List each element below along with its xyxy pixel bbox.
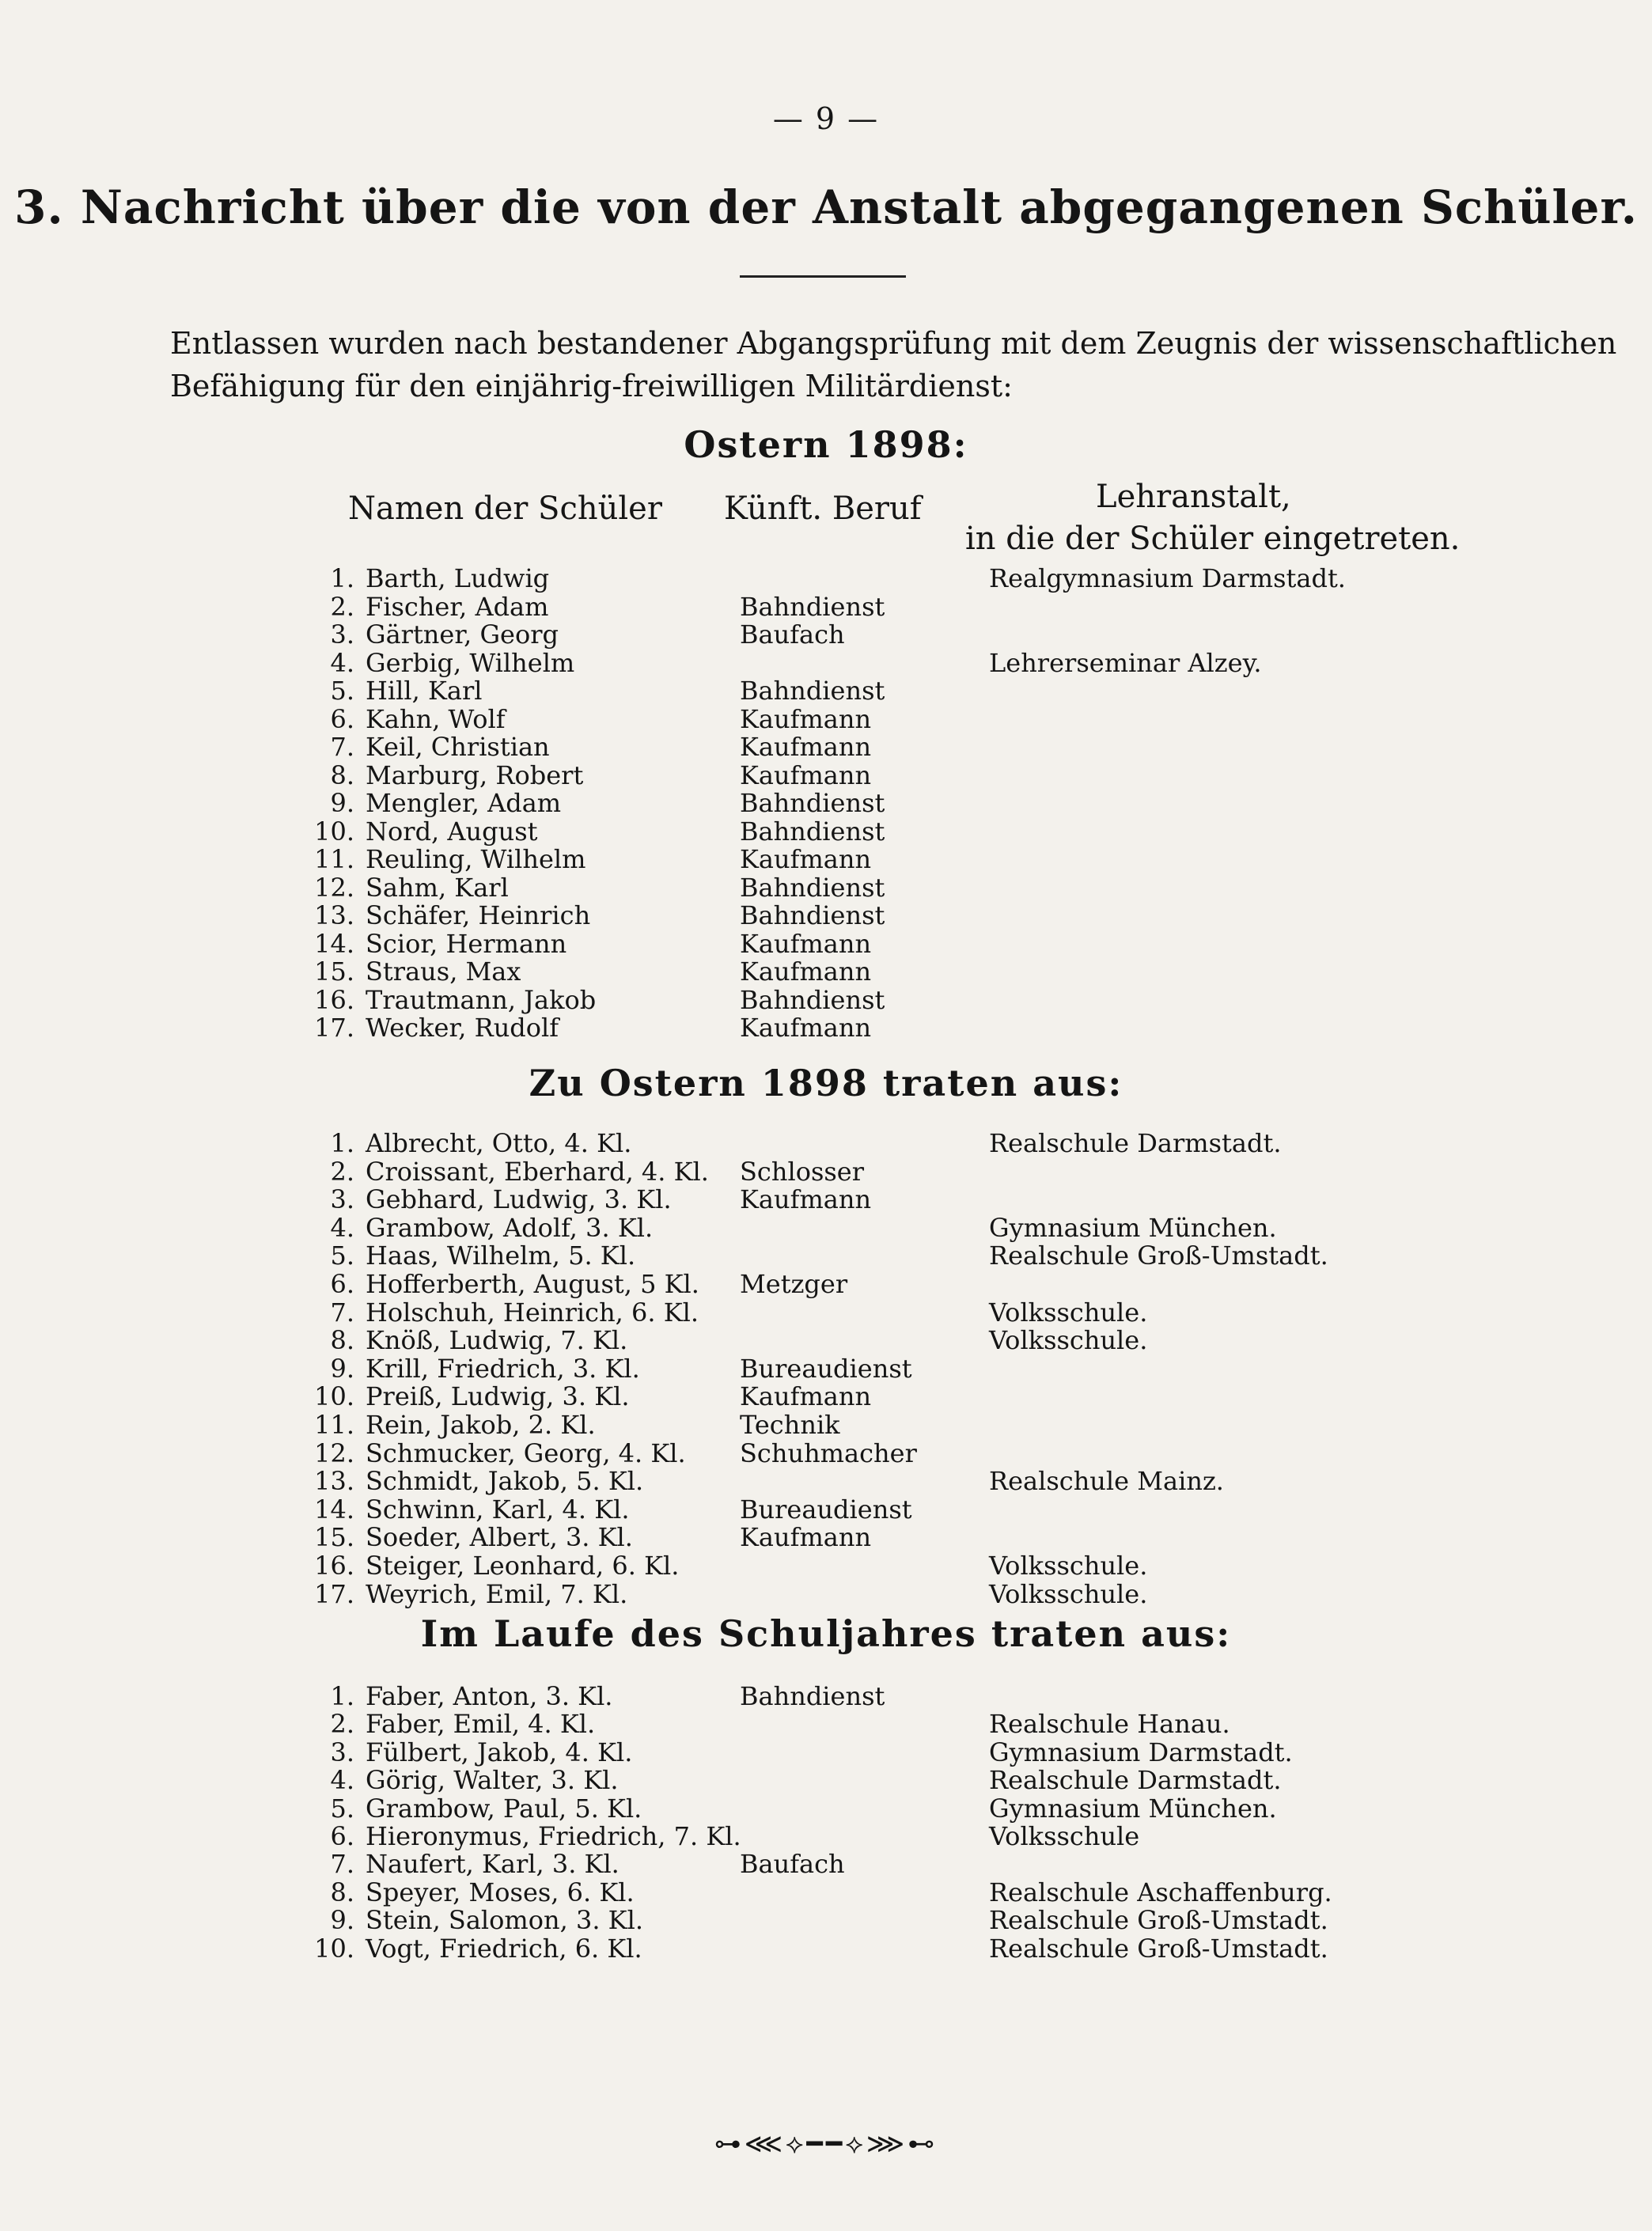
future-profession: Baufach — [740, 1849, 845, 1880]
destination-school: Volksschule. — [989, 1551, 1148, 1581]
row-number: 1. — [330, 1128, 354, 1158]
row-number: 5. — [330, 676, 354, 706]
student-name: Krill, Friedrich, 3. Kl. — [366, 1353, 640, 1384]
destination-school: Volksschule. — [989, 1297, 1148, 1328]
future-profession: Bahndienst — [740, 816, 885, 847]
row-number: 15. — [314, 1522, 354, 1553]
student-name: Soeder, Albert, 3. Kl. — [366, 1522, 633, 1553]
future-profession: Bureaudienst — [740, 1494, 912, 1525]
student-name: Hofferberth, August, 5 Kl. — [366, 1269, 699, 1299]
row-number: 6. — [330, 1821, 354, 1851]
row-number: 2. — [330, 591, 354, 622]
row-number: 1. — [330, 1681, 354, 1711]
row-number: 4. — [330, 1212, 354, 1243]
destination-school: Gymnasium München. — [989, 1212, 1277, 1243]
destination-school: Gymnasium Darmstadt. — [989, 1737, 1293, 1767]
student-name: Albrecht, Otto, 4. Kl. — [366, 1128, 632, 1158]
row-number: 4. — [330, 647, 354, 678]
page-number: — 9 — — [772, 101, 880, 136]
row-number: 7. — [330, 1297, 354, 1328]
destination-school: Gymnasium München. — [989, 1793, 1277, 1824]
student-name: Hill, Karl — [366, 676, 483, 706]
row-number: 2. — [330, 1709, 354, 1740]
student-name: Weyrich, Emil, 7. Kl. — [366, 1578, 628, 1609]
row-number: 7. — [330, 1849, 354, 1880]
destination-school: Realschule Groß-Umstadt. — [989, 1933, 1328, 1964]
future-profession: Kaufmann — [740, 928, 872, 959]
column-header-schule-line1: Lehranstalt, — [1096, 479, 1291, 515]
row-number: 4. — [330, 1765, 354, 1796]
row-number: 2. — [330, 1156, 354, 1187]
destination-school: Realschule Aschaffenburg. — [989, 1877, 1332, 1907]
column-header-name: Namen der Schüler — [348, 491, 662, 527]
future-profession: Bahndienst — [740, 591, 885, 622]
student-name: Speyer, Moses, 6. Kl. — [366, 1877, 635, 1907]
future-profession: Kaufmann — [740, 759, 872, 790]
future-profession: Metzger — [740, 1269, 848, 1299]
student-name: Gebhard, Ludwig, 3. Kl. — [366, 1184, 672, 1215]
row-number: 10. — [314, 816, 354, 847]
destination-school: Realschule Darmstadt. — [989, 1765, 1282, 1796]
row-number: 13. — [314, 900, 354, 930]
intro-line-2: Befähigung für den einjährig-freiwilligen Militärdienst: — [170, 369, 1013, 403]
intro-line-1: Entlassen wurden nach bestandener Abgangsprüfung mit dem Zeugnis der wissenschaftlichen — [170, 326, 1617, 361]
student-name: Marburg, Robert — [366, 759, 584, 790]
future-profession: Bahndienst — [740, 872, 885, 903]
row-number: 14. — [314, 928, 354, 959]
row-number: 15. — [314, 956, 354, 987]
student-name: Knöß, Ludwig, 7. Kl. — [366, 1325, 628, 1356]
student-name: Grambow, Adolf, 3. Kl. — [366, 1212, 654, 1243]
row-number: 17. — [314, 1578, 354, 1609]
row-number: 11. — [314, 1410, 354, 1440]
student-name: Schmucker, Georg, 4. Kl. — [366, 1437, 686, 1468]
column-header-beruf: Künft. Beruf — [724, 491, 922, 527]
destination-school: Volksschule. — [989, 1578, 1148, 1609]
student-name: Grambow, Paul, 5. Kl. — [366, 1793, 642, 1824]
row-number: 5. — [330, 1240, 354, 1271]
student-name: Schäfer, Heinrich — [366, 900, 591, 930]
future-profession: Kaufmann — [740, 1013, 872, 1043]
future-profession: Bahndienst — [740, 900, 885, 930]
destination-school: Realschule Groß-Umstadt. — [989, 1905, 1328, 1936]
destination-school: Realschule Hanau. — [989, 1709, 1230, 1740]
student-name: Faber, Emil, 4. Kl. — [366, 1709, 596, 1740]
row-number: 7. — [330, 732, 354, 762]
student-name: Kahn, Wolf — [366, 703, 506, 734]
section-heading-zu-ostern: Zu Ostern 1898 traten aus: — [529, 1062, 1123, 1104]
row-number: 9. — [330, 1905, 354, 1936]
future-profession: Kaufmann — [740, 703, 872, 734]
student-name: Faber, Anton, 3. Kl. — [366, 1681, 613, 1711]
row-number: 8. — [330, 759, 354, 790]
row-number: 11. — [314, 844, 354, 874]
student-name: Barth, Ludwig — [366, 563, 550, 593]
destination-school: Volksschule. — [989, 1325, 1148, 1356]
student-name: Rein, Jakob, 2. Kl. — [366, 1410, 596, 1440]
student-name: Gärtner, Georg — [366, 619, 559, 650]
row-number: 12. — [314, 872, 354, 903]
destination-school: Volksschule — [989, 1821, 1140, 1851]
future-profession: Kaufmann — [740, 1381, 872, 1412]
student-name: Nord, August — [366, 816, 538, 847]
student-name: Vogt, Friedrich, 6. Kl. — [366, 1933, 642, 1964]
future-profession: Bahndienst — [740, 1681, 885, 1711]
future-profession: Kaufmann — [740, 732, 872, 762]
row-number: 1. — [330, 563, 354, 593]
student-name: Haas, Wilhelm, 5. Kl. — [366, 1240, 636, 1271]
student-name: Mengler, Adam — [366, 788, 562, 818]
future-profession: Kaufmann — [740, 1522, 872, 1553]
row-number: 3. — [330, 1184, 354, 1215]
section-heading-schuljahr: Im Laufe des Schuljahres traten aus: — [420, 1612, 1232, 1655]
future-profession: Kaufmann — [740, 844, 872, 874]
future-profession: Bureaudienst — [740, 1353, 912, 1384]
row-number: 8. — [330, 1877, 354, 1907]
student-name: Croissant, Eberhard, 4. Kl. — [366, 1156, 709, 1187]
future-profession: Schlosser — [740, 1156, 865, 1187]
destination-school: Realschule Mainz. — [989, 1466, 1224, 1497]
student-name: Stein, Salomon, 3. Kl. — [366, 1905, 643, 1936]
student-name: Schwinn, Karl, 4. Kl. — [366, 1494, 630, 1525]
student-name: Gerbig, Wilhelm — [366, 647, 575, 678]
row-number: 9. — [330, 1353, 354, 1384]
student-name: Trautmann, Jakob — [366, 984, 597, 1015]
future-profession: Kaufmann — [740, 1184, 872, 1215]
row-number: 6. — [330, 1269, 354, 1299]
student-name: Reuling, Wilhelm — [366, 844, 586, 874]
ornament-divider: ⊶⋘⟡━━⟡⋙⊷ — [714, 2128, 938, 2160]
future-profession: Bahndienst — [740, 676, 885, 706]
row-number: 6. — [330, 703, 354, 734]
page-title: 3. Nachricht über die von der Anstalt abgegangenen Schüler. — [14, 180, 1638, 234]
student-name: Fülbert, Jakob, 4. Kl. — [366, 1737, 633, 1767]
row-number: 16. — [314, 1551, 354, 1581]
student-name: Holschuh, Heinrich, 6. Kl. — [366, 1297, 699, 1328]
section-heading-ostern: Ostern 1898: — [684, 423, 968, 466]
student-name: Straus, Max — [366, 956, 521, 987]
destination-school: Realschule Groß-Umstadt. — [989, 1240, 1328, 1271]
student-name: Wecker, Rudolf — [366, 1013, 559, 1043]
row-number: 3. — [330, 619, 354, 650]
student-name: Sahm, Karl — [366, 872, 509, 903]
row-number: 5. — [330, 1793, 354, 1824]
student-name: Görig, Walter, 3. Kl. — [366, 1765, 619, 1796]
row-number: 10. — [314, 1933, 354, 1964]
student-name: Steiger, Leonhard, 6. Kl. — [366, 1551, 680, 1581]
destination-school: Lehrerseminar Alzey. — [989, 647, 1262, 678]
future-profession: Bahndienst — [740, 984, 885, 1015]
row-number: 9. — [330, 788, 354, 818]
column-header-schule-line2: in die der Schüler eingetreten. — [965, 521, 1461, 557]
future-profession: Baufach — [740, 619, 845, 650]
future-profession: Schuhmacher — [740, 1437, 917, 1468]
future-profession: Bahndienst — [740, 788, 885, 818]
future-profession: Kaufmann — [740, 956, 872, 987]
future-profession: Technik — [740, 1410, 840, 1440]
row-number: 14. — [314, 1494, 354, 1525]
student-name: Scior, Hermann — [366, 928, 567, 959]
row-number: 8. — [330, 1325, 354, 1356]
row-number: 17. — [314, 1013, 354, 1043]
row-number: 3. — [330, 1737, 354, 1767]
student-name: Schmidt, Jakob, 5. Kl. — [366, 1466, 644, 1497]
destination-school: Realgymnasium Darmstadt. — [989, 563, 1346, 593]
row-number: 10. — [314, 1381, 354, 1412]
student-name: Naufert, Karl, 3. Kl. — [366, 1849, 620, 1880]
destination-school: Realschule Darmstadt. — [989, 1128, 1282, 1158]
row-number: 12. — [314, 1437, 354, 1468]
student-name: Fischer, Adam — [366, 591, 549, 622]
student-name: Hieronymus, Friedrich, 7. Kl. — [366, 1821, 741, 1851]
student-name: Preiß, Ludwig, 3. Kl. — [366, 1381, 630, 1412]
row-number: 16. — [314, 984, 354, 1015]
student-name: Keil, Christian — [366, 732, 550, 762]
title-divider — [740, 275, 906, 278]
row-number: 13. — [314, 1466, 354, 1497]
